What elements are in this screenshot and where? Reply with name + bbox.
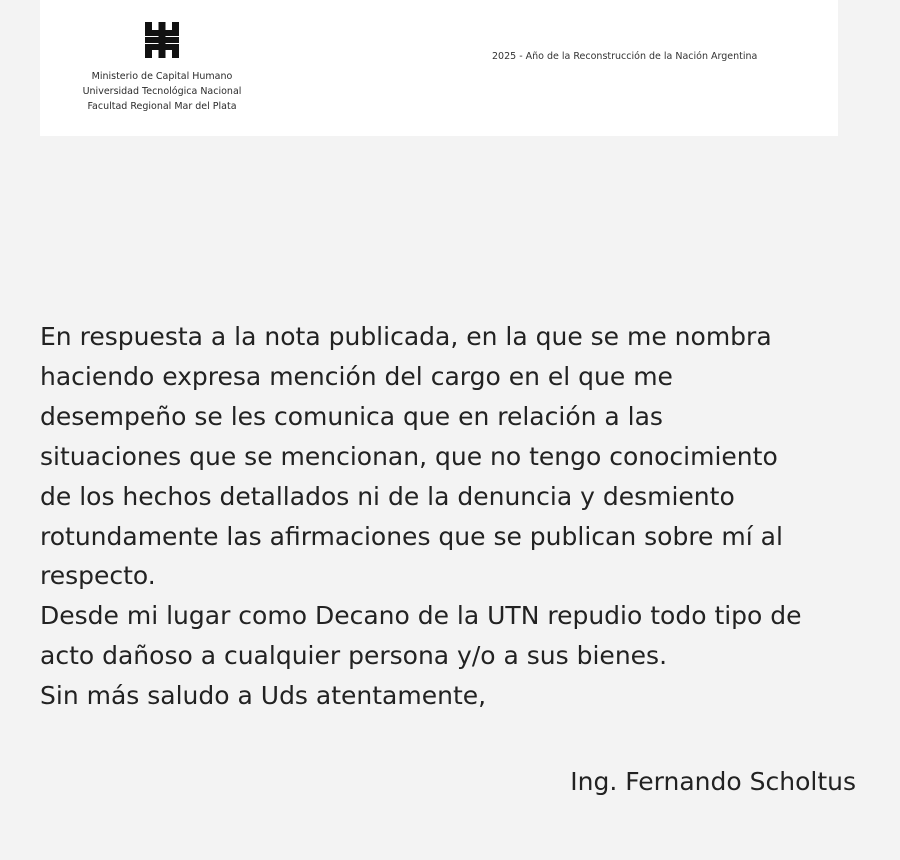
letter-line: respecto. bbox=[40, 561, 156, 591]
letter-line: acto dañoso a cualquier persona y/o a sus bienes. bbox=[40, 641, 668, 671]
year-motto: 2025 - Año de la Reconstrucción de la Nación Argentina bbox=[492, 51, 758, 62]
letterhead bbox=[40, 0, 838, 136]
letter-line: haciendo expresa mención del cargo en el que me bbox=[40, 361, 673, 391]
faculty-line: Facultad Regional Mar del Plata bbox=[87, 101, 237, 112]
organization-lines bbox=[52, 69, 272, 114]
letter-line: rotundamente las afirmaciones que se publican sobre mí al bbox=[40, 521, 783, 551]
letter-line: desempeño se les comunica que en relación a las bbox=[40, 401, 663, 431]
utn-logo-icon bbox=[142, 20, 182, 60]
letter-line: de los hechos detallados ni de la denuncia y desmiento bbox=[40, 481, 735, 511]
ministry-line: Ministerio de Capital Humano bbox=[91, 71, 233, 82]
letter-line: Desde mi lugar como Decano de la UTN repudio todo tipo de bbox=[40, 601, 802, 631]
letter-line: situaciones que se mencionan, que no tengo conocimiento bbox=[40, 441, 778, 471]
university-line: Universidad Tecnológica Nacional bbox=[82, 86, 242, 97]
letter-line: En respuesta a la nota publicada, en la que se me nombra bbox=[40, 322, 772, 351]
letter-line: Sin más saludo a Uds atentamente, bbox=[40, 681, 487, 711]
signature: Ing. Fernando Scholtus bbox=[570, 767, 856, 796]
letter-body bbox=[40, 317, 870, 716]
